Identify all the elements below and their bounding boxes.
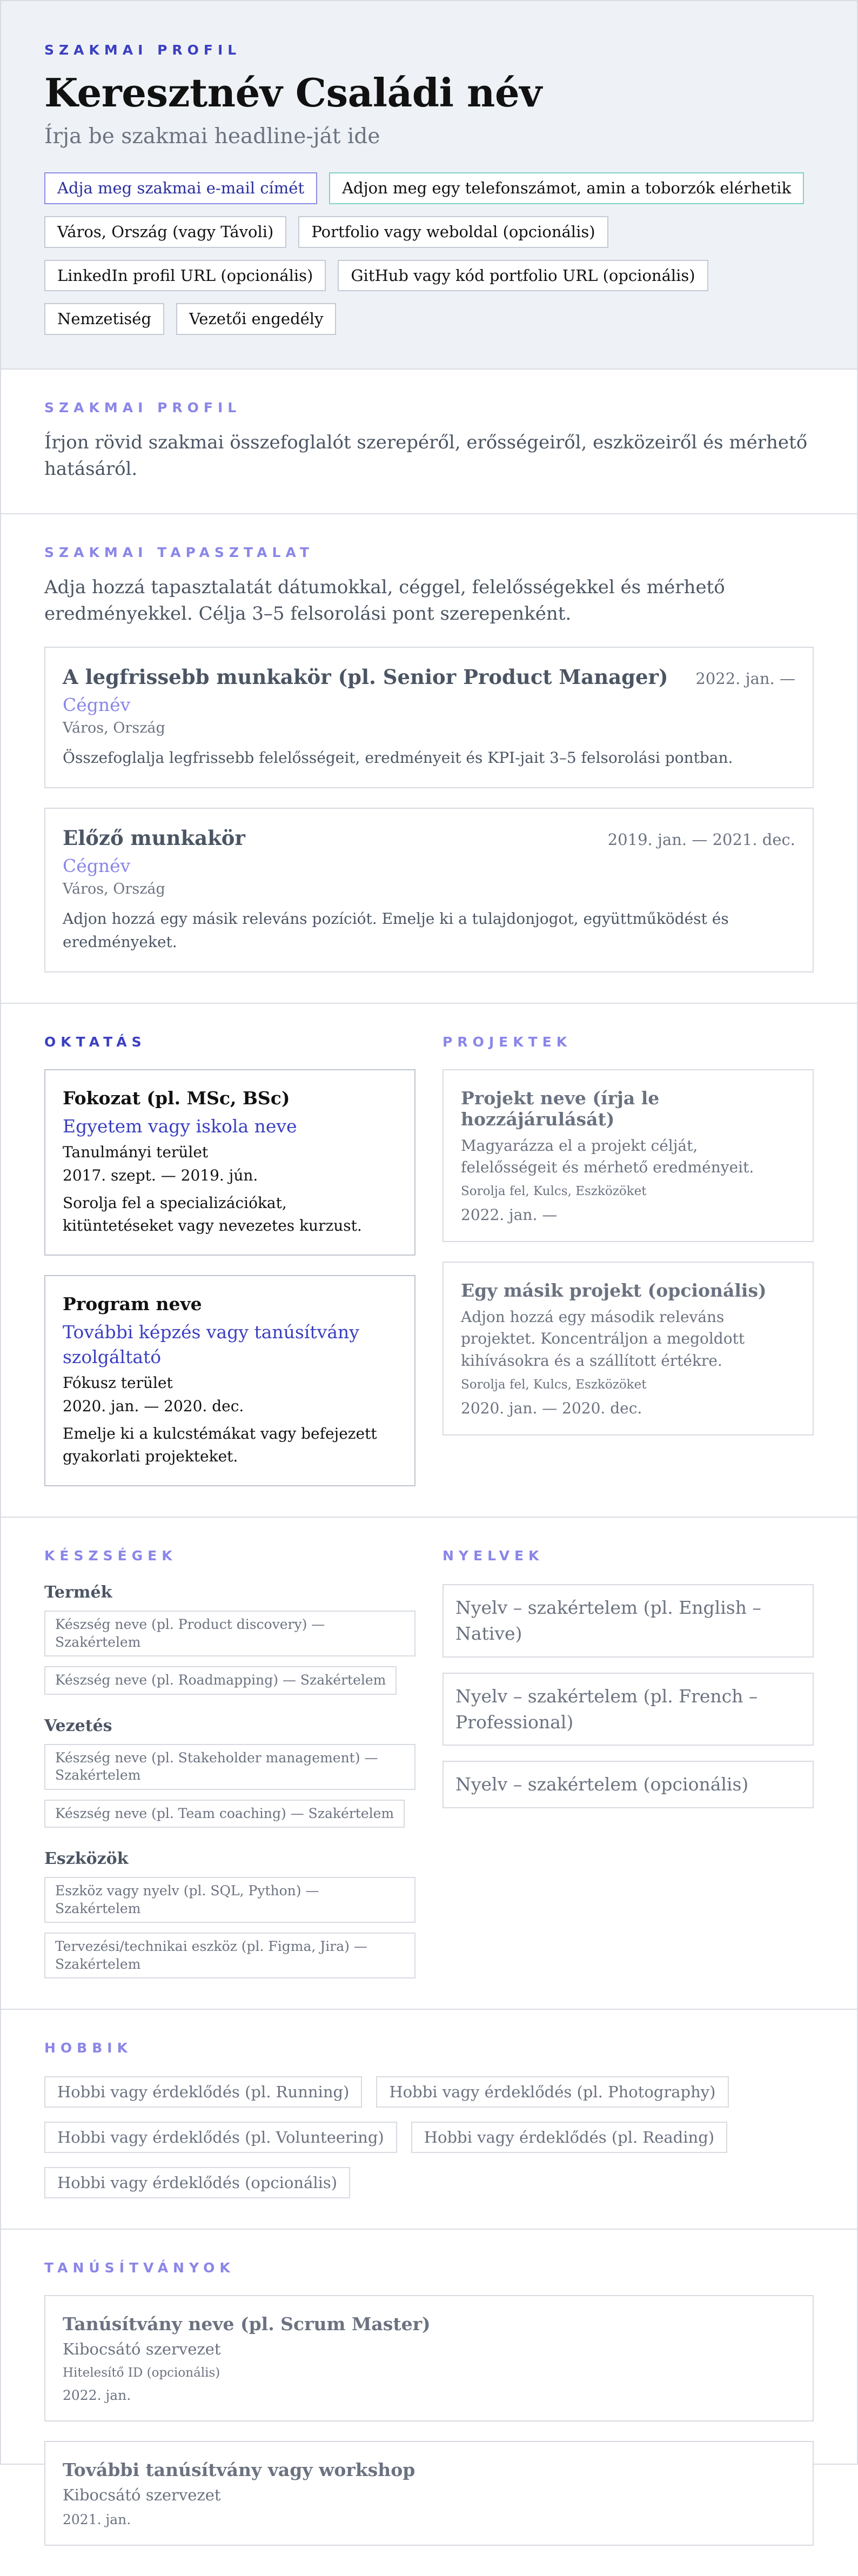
hobby-list [44, 2076, 814, 2198]
section-heading: HOBBIK [44, 2040, 132, 2056]
education-description: Emelje ki a kulcstémákat vagy befejezett gyakorlati projekteket. [63, 1425, 377, 1466]
project-description: Magyarázza el a projekt célját, felelősségeit és mérhető eredményeit. [461, 1136, 754, 1177]
skill-chip[interactable]: Tervezési/technikai eszköz (pl. Figma, Jira) — Szakértelem [44, 1933, 415, 1978]
hobby-chip[interactable]: Hobbi vagy érdeklődés (pl. Volunteering) [44, 2122, 397, 2153]
header-eyebrow: SZAKMAI PROFIL [44, 42, 242, 58]
skills-languages-section [1, 1517, 857, 2009]
certification-card[interactable] [44, 2295, 814, 2421]
project-date: 2022. jan. — [461, 1205, 558, 1224]
skill-list [44, 1744, 415, 1828]
section-heading: PROJEKTEK [443, 1034, 572, 1050]
job-location: Város, Ország [63, 720, 165, 737]
school-name: Egyetem vagy iskola neve [63, 1115, 297, 1137]
job-company: Cégnév [63, 855, 131, 876]
skill-chip[interactable]: Készség neve (pl. Stakeholder management) — Szakértelem [44, 1744, 415, 1790]
full-name: Keresztnév Családi név [44, 70, 542, 116]
nationality-chip[interactable]: Nemzetiség [44, 303, 164, 335]
job-location: Város, Ország [63, 880, 165, 897]
study-field: Fókusz terület [63, 1374, 173, 1392]
languages-column [443, 1548, 814, 1978]
project-title: Projekt neve (írja le hozzájárulását) [461, 1087, 660, 1130]
language-item[interactable]: Nyelv – szakértelem (opcionális) [443, 1761, 814, 1808]
certification-date: 2021. jan. [63, 2512, 131, 2528]
project-tags: Sorolja fel, Kulcs, Eszközöket [461, 1184, 647, 1198]
project-tags: Sorolja fel, Kulcs, Eszközöket [461, 1377, 647, 1392]
skill-chip[interactable]: Készség neve (pl. Product discovery) — Szakértelem [44, 1611, 415, 1656]
skill-chip[interactable]: Eszköz vagy nyelv (pl. SQL, Python) — Szakértelem [44, 1877, 415, 1923]
education-card[interactable] [44, 1275, 415, 1486]
skill-chip[interactable]: Készség neve (pl. Team coaching) — Szakértelem [44, 1800, 405, 1828]
section-heading: OKTATÁS [44, 1034, 146, 1050]
certification-issuer: Kibocsátó szervezet [63, 2340, 221, 2359]
job-date: 2022. jan. — [695, 669, 795, 688]
skills-column [44, 1548, 415, 1978]
job-card[interactable] [44, 808, 814, 972]
education-column [44, 1034, 415, 1487]
driving-license-chip[interactable]: Vezetői engedély [176, 303, 336, 335]
skill-list [44, 1877, 415, 1978]
section-heading: SZAKMAI PROFIL [44, 400, 242, 416]
skill-group-title: Termék [44, 1583, 112, 1602]
project-date: 2020. jan. — 2020. dec. [461, 1399, 642, 1417]
skill-chip[interactable]: Készség neve (pl. Roadmapping) — Szakértelem [44, 1666, 397, 1695]
headline: Írja be szakmai headline-ját ide [44, 124, 380, 149]
degree-title: Program neve [63, 1293, 202, 1314]
education-date: 2020. jan. — 2020. dec. [63, 1397, 244, 1416]
education-description: Sorolja fel a specializációkat, kitüntetéseket vagy nevezetes kurzust. [63, 1193, 362, 1235]
section-heading: SZAKMAI TAPASZTALAT [44, 544, 314, 560]
projects-column [443, 1034, 814, 1487]
experience-intro: Adja hozzá tapasztalatát dátumokkal, céggel, felelősségekkel és mérhető eredményekkel. Célja 3–5 felsorolási pont szerepenként. [44, 576, 725, 625]
hobbies-section [1, 2009, 857, 2229]
job-description: Összefoglalja legfrissebb felelősségeit, eredményeit és KPI-jait 3–5 felsorolási pontban. [63, 749, 733, 767]
phone-chip[interactable]: Adjon meg egy telefonszámot, amin a toborzók elérhetik [329, 172, 804, 204]
study-field: Tanulmányi terület [63, 1143, 209, 1161]
job-card[interactable] [44, 647, 814, 788]
resume-header [1, 1, 857, 368]
education-card[interactable] [44, 1069, 415, 1256]
hobby-chip[interactable]: Hobbi vagy érdeklődés (pl. Reading) [411, 2122, 727, 2153]
project-title: Egy másik projekt (opcionális) [461, 1279, 767, 1301]
certification-title: További tanúsítvány vagy workshop [63, 2459, 415, 2481]
section-heading: TANÚSÍTVÁNYOK [44, 2260, 235, 2276]
certifications-section [1, 2229, 857, 2576]
section-heading: NYELVEK [443, 1548, 544, 1564]
job-company: Cégnév [63, 694, 131, 716]
profile-summary[interactable]: Írjon rövid szakmai összefoglalót szerepéről, erősségeiről, eszközeiről és mérhető hatásáról. [44, 432, 808, 480]
education-projects-section [1, 1003, 857, 1517]
github-chip[interactable]: GitHub vagy kód portfolio URL (opcionális) [338, 260, 708, 292]
job-description: Adjon hozzá egy másik releváns pozíciót. Emelje ki a tulajdonjogot, együttműködést és eredményeket. [63, 909, 729, 951]
job-title: Előző munkakör [63, 826, 245, 850]
skill-group-title: Vezetés [44, 1716, 112, 1735]
experience-section [1, 513, 857, 1003]
certification-issuer: Kibocsátó szervezet [63, 2486, 221, 2505]
project-card[interactable] [443, 1069, 814, 1242]
email-chip[interactable]: Adja meg szakmai e-mail címét [44, 172, 317, 204]
degree-title: Fokozat (pl. MSc, BSc) [63, 1087, 290, 1109]
hobby-chip[interactable]: Hobbi vagy érdeklődés (opcionális) [44, 2167, 350, 2198]
linkedin-chip[interactable]: LinkedIn profil URL (opcionális) [44, 260, 326, 292]
skill-group-title: Eszközök [44, 1849, 129, 1869]
portfolio-chip[interactable]: Portfolio vagy weboldal (opcionális) [298, 216, 608, 248]
hobby-chip[interactable]: Hobbi vagy érdeklődés (pl. Photography) [376, 2076, 728, 2108]
school-name: További képzés vagy tanúsítvány szolgáltató [63, 1321, 359, 1367]
job-date: 2019. jan. — 2021. dec. [607, 830, 795, 849]
certification-id: Hitelesítő ID (opcionális) [63, 2366, 220, 2380]
project-description: Adjon hozzá egy második releváns projektet. Koncentráljon a megoldott kihívásokra és a szállított értékre. [461, 1307, 745, 1370]
location-chip[interactable]: Város, Ország (vagy Távoli) [44, 216, 286, 248]
education-date: 2017. szept. — 2019. jún. [63, 1166, 258, 1184]
hobby-chip[interactable]: Hobbi vagy érdeklődés (pl. Running) [44, 2076, 362, 2108]
certification-title: Tanúsítvány neve (pl. Scrum Master) [63, 2313, 431, 2335]
job-title: A legfrissebb munkakör (pl. Senior Product Manager) [63, 665, 668, 689]
certification-card[interactable] [44, 2441, 814, 2546]
section-heading: KÉSZSÉGEK [44, 1548, 177, 1564]
contact-chips [44, 172, 814, 335]
certification-date: 2022. jan. [63, 2387, 131, 2404]
project-card[interactable] [443, 1262, 814, 1435]
profile-section [1, 368, 857, 513]
language-item[interactable]: Nyelv – szakértelem (pl. French – Professional) [443, 1673, 814, 1746]
language-item[interactable]: Nyelv – szakértelem (pl. English – Native) [443, 1584, 814, 1658]
skill-list [44, 1611, 415, 1695]
